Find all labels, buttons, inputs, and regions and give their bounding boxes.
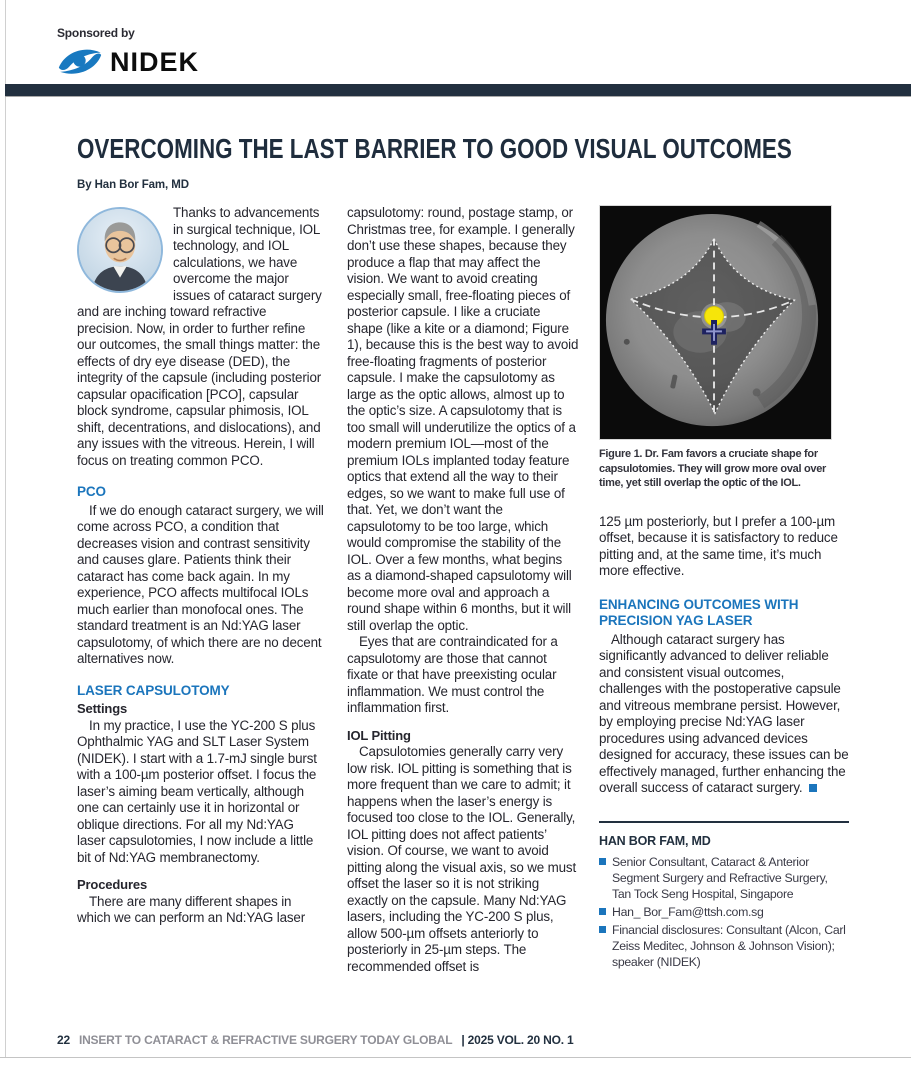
article-columns — [77, 205, 911, 975]
footer-issue: | 2025 VOL. 20 NO. 1 — [461, 1033, 574, 1047]
settings-paragraph: In my practice, I use the YC-200 S plus Ophthalmic YAG and SLT Laser System (NIDEK). I start with a 1.7-mJ single burst with a 100-µm posterior offset. I focus the laser’s aiming beam vertically, although one can certainly use it in horizontal or oblique directions. For all my Nd:YAG laser capsulotomies, I now include a little bit of Nd:YAG membranectomy. — [77, 717, 317, 865]
conclusion-text: Although cataract surgery has significantly advanced to deliver reliable and consistent visual outcomes, challenges with the postoperative capsule and vitreous membrane persist. However, by employing precise Nd:YAG laser procedures using advanced devices designed for accuracy, these issues can be effectively managed, further enhancing the overall success of cataract surgery. — [599, 631, 849, 795]
article-end-square-icon — [809, 784, 817, 792]
section-heading-pco: PCO — [77, 484, 106, 499]
footer-page-number: 22 — [57, 1033, 70, 1047]
offset-paragraph: 125 µm posteriorly, but I prefer a 100-µm offset, because it is satisfactory to reduce pitting and, at the same time, it’s much more effective. — [599, 513, 838, 578]
capsulotomy-figure-image — [599, 205, 832, 440]
author-portrait-illustration — [79, 209, 161, 291]
author-bio-list — [599, 854, 849, 970]
intro-paragraph: Thanks to advancements in surgical technique, IOL technology, and IOL calculations, we have overcome the major issues of cataract surgery and are inching toward refractive precision. Now, in order to further refine our outcomes, the small things matter: the effects of dry eye disease (DED), the integrity of the capsule (including posterior capsular opacification [PCO], capsular block syndrome, capsular phimosis, IOL shift, decentrations, and dislocations), and any issues with the vitreous. Herein, I will focus on treating common PCO. — [77, 205, 322, 468]
figure-caption: Figure 1. Dr. Fam favors a cruciate shape for capsulotomies. They will grow more oval over time, yet still overlap the optic of the IOL. — [599, 448, 827, 489]
iol-pitting-paragraph: Capsulotomies generally carry very low risk. IOL pitting is something that is more frequent than we care to admit; it happens when the laser’s energy is focused too close to the IOL. Generally, IOL pitting does not affect patients’ vision. Of course, we want to avoid pitting along the visual axis, so we must offset the laser so it is not striking exactly on the capsule. Many Nd:YAG lasers, including the YC-200 S plus, allow 500-µm offsets anteriorly to posteriorly in 25-µm steps. The recommended offset is — [347, 744, 577, 974]
bio-affiliation-text: Senior Consultant, Cataract & Anterior Segment Surgery and Refractive Surgery, Tan Tock Seng Hospital, Singapore — [612, 855, 828, 901]
page-footer — [57, 1033, 573, 1047]
column-3 — [599, 205, 849, 975]
column-1 — [77, 205, 325, 975]
author-photo — [77, 207, 163, 293]
subheading-settings: Settings — [77, 701, 128, 716]
bio-item-disclosures — [599, 922, 849, 970]
bio-disclosures-text: Financial disclosures: Consultant (Alcon, Carl Zeiss Meditec, Johnson & Johnson Vision); speaker (NIDEK) — [612, 923, 846, 969]
article-title: OVERCOMING THE LAST BARRIER TO GOOD VISUAL OUTCOMES — [77, 133, 792, 164]
bio-item-email — [599, 904, 849, 920]
article-byline: By Han Bor Fam, MD — [77, 179, 189, 191]
brand-logo — [57, 46, 199, 78]
author-bio-name: HAN BOR FAM, MD — [599, 833, 711, 848]
column-2 — [347, 205, 579, 975]
section-heading-enhancing-outcomes: ENHANCING OUTCOMES WITH PRECISION YAG LASER — [599, 596, 799, 628]
section-heading-laser-capsulotomy: LASER CAPSULOTOMY — [77, 682, 230, 698]
bio-email-text[interactable]: Han_ Bor_Fam@ttsh.com.sg — [612, 905, 764, 919]
bullet-square-icon — [599, 926, 606, 933]
capsulotomy-shapes-paragraph: capsulotomy: round, postage stamp, or Christmas tree, for example. I generally don’t use these shapes, because they produce a flap that may affect the vision. We want to avoid creating especially small, free-floating pieces of posterior capsule. I like a cruciate shape (like a kite or a diamond; Figure 1), because this is the best way to avoid free-floating fragments of posterior capsule. I make the capsulotomy as large as the optic allows, almost up to the optic’s size. A capsulotomy that is too small will underutilize the optics of a modern premium IOL—most of the premium IOLs implanted today feature optics that extend all the way to their edges, so we want to make full use of that. Yet, we don’t want the capsulotomy to be too large, which would compromise the stability of the IOL. Over a few months, what begins as a diamond-shaped capsulotomy will become more oval and approach a round shape within 6 months, but it will still overlap the optic. — [347, 205, 579, 633]
pco-paragraph: If we do enough cataract surgery, we will come across PCO, a condition that decreases vision and contrast sensitivity and causes glare. Patients think their cataract has come back again. In my experience, PCO affects multifocal IOLs much earlier than monofocal ones. The standard treatment is an Nd:YAG laser capsulotomy, of which there are no decent alternatives now. — [77, 502, 324, 666]
conclusion-paragraph — [599, 632, 849, 797]
bio-divider-rule — [599, 821, 849, 823]
bullet-square-icon — [599, 858, 606, 865]
bio-item-affiliation — [599, 854, 849, 902]
subheading-procedures: Procedures — [77, 877, 148, 892]
sponsored-by-label: Sponsored by — [57, 26, 135, 40]
bullet-square-icon — [599, 908, 606, 915]
subheading-iol-pitting: IOL Pitting — [347, 727, 411, 743]
nidek-swoosh-icon — [57, 46, 103, 78]
brand-name: NIDEK — [110, 46, 200, 77]
contraindications-paragraph: Eyes that are contraindicated for a capsulotomy are those that cannot fixate or that have preexisting ocular inflammation. We must control the inflammation first. — [347, 634, 558, 715]
header-divider-bar — [5, 84, 911, 97]
article-body — [0, 97, 911, 975]
page-bottom-edge-line — [0, 1057, 911, 1058]
footer-publication-name: INSERT TO CATARACT & REFRACTIVE SURGERY TODAY GLOBAL — [78, 1033, 453, 1047]
procedures-paragraph: There are many different shapes in which we can perform an Nd:YAG laser — [77, 893, 306, 925]
figure-1 — [599, 205, 849, 491]
